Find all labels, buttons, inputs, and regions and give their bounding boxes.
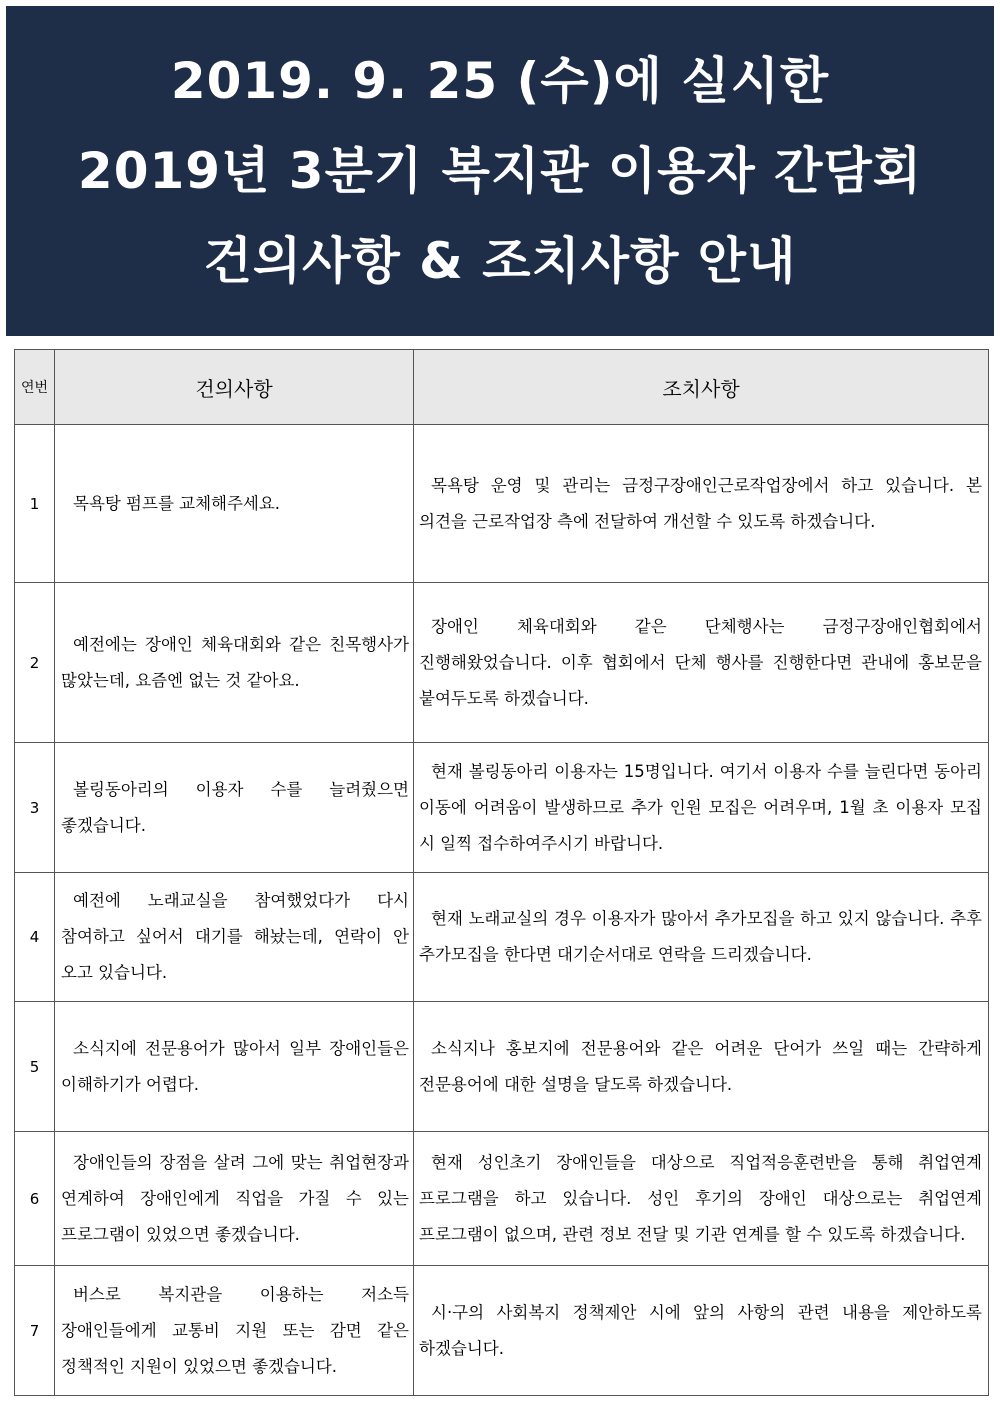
action-text: 목욕탕 운영 및 관리는 금정구장애인근로작업장에서 하고 있습니다. 본 의견을 근로작업장 측에 전달하여 개선할 수 있도록 하겠습니다. — [419, 475, 982, 531]
row-number: 4 — [15, 873, 55, 1002]
action-text: 현재 볼링동아리 이용자는 15명입니다. 여기서 이용자 수를 늘린다면 동아리 이동에 어려움이 발생하므로 추가 인원 모집은 어려우며, 1월 초 이용자 모집 시 일찍 접수하여주시기 바랍니다. — [419, 761, 982, 853]
request-text: 목욕탕 펌프를 교체해주세요. — [73, 493, 281, 513]
title-banner — [6, 6, 994, 336]
column-header-no: 연번 — [15, 350, 55, 425]
table-row — [15, 1002, 989, 1132]
action-cell — [414, 1266, 989, 1396]
column-header-action: 조치사항 — [414, 350, 989, 425]
table-row — [15, 873, 989, 1002]
row-number: 5 — [15, 1002, 55, 1132]
row-number: 2 — [15, 583, 55, 743]
table-row — [15, 1132, 989, 1266]
request-text: 예전에는 장애인 체육대회와 같은 친목행사가 많았는데, 요즘엔 없는 것 같아요. — [61, 634, 409, 690]
row-number: 1 — [15, 425, 55, 583]
action-cell — [414, 743, 989, 873]
column-header-request: 건의사항 — [55, 350, 414, 425]
action-text: 소식지나 홍보지에 전문용어와 같은 어려운 단어가 쓰일 때는 간략하게 전문용어에 대한 설명을 달도록 하겠습니다. — [419, 1038, 982, 1094]
request-text: 볼링동아리의 이용자 수를 늘려줬으면 좋겠습니다. — [61, 779, 409, 835]
request-text: 버스로 복지관을 이용하는 저소득 장애인들에게 교통비 지원 또는 감면 같은 정책적인 지원이 있었으면 좋겠습니다. — [61, 1284, 409, 1376]
action-cell — [414, 425, 989, 583]
action-cell — [414, 873, 989, 1002]
request-cell — [55, 583, 414, 743]
title-line-subject: 건의사항 & 조치사항 안내 — [203, 232, 797, 290]
request-cell — [55, 1266, 414, 1396]
table-row — [15, 743, 989, 873]
request-cell — [55, 425, 414, 583]
table-row — [15, 425, 989, 583]
title-line-meeting: 2019년 3분기 복지관 이용자 간담회 — [77, 142, 923, 200]
action-cell — [414, 1132, 989, 1266]
action-cell — [414, 1002, 989, 1132]
action-text: 현재 성인초기 장애인들을 대상으로 직업적응훈련반을 통해 취업연계 프로그램을 하고 있습니다. 성인 후기의 장애인 대상으로는 취업연계 프로그램이 없으며, 관련 정보 전달 및 기관 연계를 할 수 있도록 하겠습니다. — [419, 1152, 982, 1244]
title-line-date: 2019. 9. 25 (수)에 실시한 — [170, 52, 830, 110]
table-row — [15, 583, 989, 743]
request-cell — [55, 1132, 414, 1266]
action-cell — [414, 583, 989, 743]
row-number: 3 — [15, 743, 55, 873]
request-text: 장애인들의 장점을 살려 그에 맞는 취업현장과 연계하여 장애인에게 직업을 가질 수 있는 프로그램이 있었으면 좋겠습니다. — [61, 1152, 409, 1244]
request-text: 예전에 노래교실을 참여했었다가 다시 참여하고 싶어서 대기를 해놨는데, 연락이 안 오고 있습니다. — [61, 891, 409, 982]
request-cell — [55, 743, 414, 873]
table-header-row — [15, 350, 989, 425]
request-text: 소식지에 전문용어가 많아서 일부 장애인들은 이해하기가 어렵다. — [61, 1038, 409, 1094]
action-text: 현재 노래교실의 경우 이용자가 많아서 추가모집을 하고 있지 않습니다. 추후 추가모집을 한다면 대기순서대로 연락을 드리겠습니다. — [419, 909, 982, 964]
action-text: 시·구의 사회복지 정책제안 시에 앞의 사항의 관련 내용을 제안하도록 하겠습니다. — [419, 1302, 982, 1358]
table-row — [15, 1266, 989, 1396]
request-cell — [55, 1002, 414, 1132]
suggestions-table — [14, 349, 989, 1396]
request-cell — [55, 873, 414, 1002]
row-number: 6 — [15, 1132, 55, 1266]
action-text: 장애인 체육대회와 같은 단체행사는 금정구장애인협회에서 진행해왔었습니다. 이후 협회에서 단체 행사를 진행한다면 관내에 홍보문을 붙여두도록 하겠습니다. — [419, 616, 982, 708]
row-number: 7 — [15, 1266, 55, 1396]
